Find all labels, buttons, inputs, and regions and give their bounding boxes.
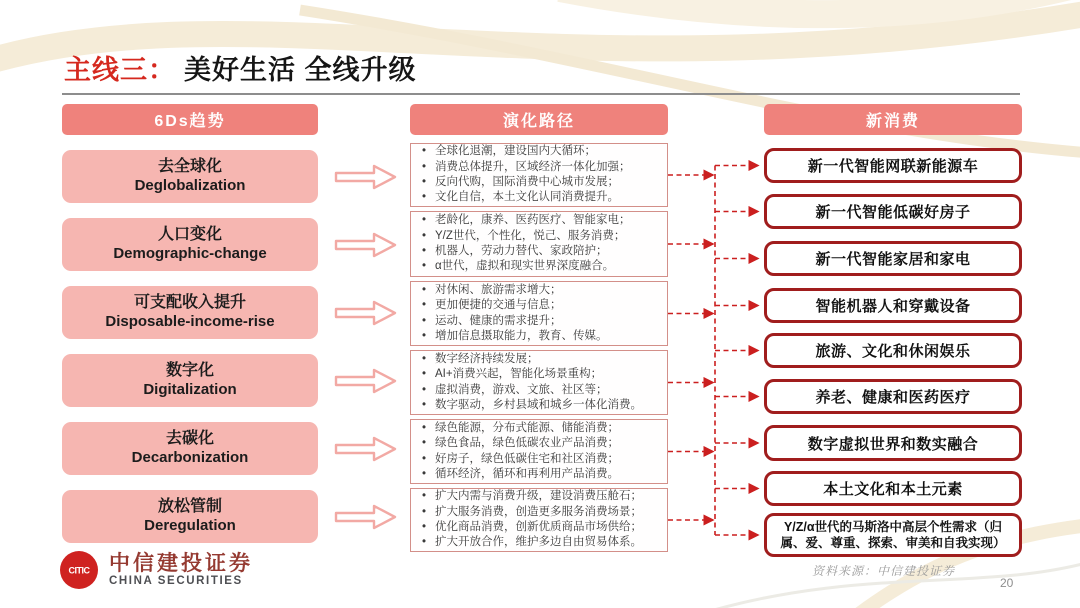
path-bullet: • 文化自信，本土文化认同消费提升。 (435, 190, 631, 205)
trend-box (62, 490, 318, 543)
right-block-arrow-icon (334, 367, 398, 395)
bullet-list (411, 283, 612, 344)
page-title (64, 48, 417, 87)
trend-label-en: Decarbonization (131, 449, 249, 467)
path-bullet: • 对休闲、旅游需求增大； (435, 283, 608, 298)
right-block-arrow-icon (334, 163, 398, 191)
trend-label-zh: 人口变化 (157, 226, 222, 244)
consumption-box: 旅游、文化和休闲娱乐 (764, 333, 1022, 368)
trend-label-en: Deregulation (144, 517, 236, 535)
consumption-box: 新一代智能家居和家电 (764, 241, 1022, 276)
source-note: 资料来源：中信建投证券 (812, 564, 956, 578)
trend-label-zh: 数字化 (165, 362, 214, 380)
trend-box (62, 422, 318, 475)
path-bullet: • 数字经济持续发展； (435, 352, 642, 367)
path-bullet: • 全球化退潮，建设国内大循环； (435, 144, 631, 159)
consumption-box: Y/Z/α世代的马斯洛中高层个性需求（归属、爱、尊重、探索、审美和自我实现） (764, 513, 1022, 557)
path-bullet: • 增加信息摄取能力，教育、传媒。 (435, 329, 608, 344)
bullet-list (411, 421, 623, 482)
path-bullet: • 绿色食品，绿色低碳农业产品消费； (435, 436, 619, 451)
evolution-path-box (410, 488, 668, 552)
trend-box (62, 218, 318, 271)
column-header-new-consumption: 新消费 (764, 104, 1022, 135)
path-bullet: • Y/Z世代，个性化，悦己、服务消费； (435, 229, 631, 244)
top-swoosh-curve-3 (560, 0, 1080, 14)
evolution-path-box (410, 211, 668, 277)
page-number: 20 (1000, 576, 1014, 590)
bullet-list (411, 352, 646, 413)
path-bullet: • 优化商品消费，创新优质商品市场供给； (435, 520, 642, 535)
consumption-box: 本土文化和本土元素 (764, 471, 1022, 506)
bullet-list (411, 489, 646, 550)
trend-label-zh: 去碳化 (165, 430, 214, 448)
trend-label-en: Digitalization (143, 381, 237, 399)
consumption-box: 数字虚拟世界和数实融合 (764, 425, 1022, 461)
right-block-arrow-icon (334, 503, 398, 531)
consumption-box: 新一代智能低碳好房子 (764, 194, 1022, 229)
path-bullet: • 循环经济，循环和再利用产品消费。 (435, 467, 619, 482)
consumption-box: 新一代智能网联新能源车 (764, 148, 1022, 183)
right-block-arrow-icon (334, 231, 398, 259)
path-bullet: • 好房子，绿色低碳住宅和社区消费； (435, 452, 619, 467)
evolution-path-box (410, 350, 668, 415)
path-bullet: • 机器人，劳动力替代、家政陪护； (435, 244, 631, 259)
path-bullet: • 更加便捷的交通与信息； (435, 298, 608, 313)
path-bullet: • 运动、健康的需求提升； (435, 314, 608, 329)
logo-chinese-name: 中信建投证券 (109, 551, 253, 576)
bullet-list (411, 213, 635, 274)
trend-label-zh: 可支配收入提升 (133, 294, 246, 312)
title-divider-line (62, 93, 1020, 95)
trend-box (62, 150, 318, 203)
path-bullet: • 数字驱动，乡村县域和城乡一体化消费。 (435, 398, 642, 413)
trend-label-zh: 去全球化 (157, 158, 222, 176)
path-bullet: • 老龄化，康养、医药医疗、智能家电； (435, 213, 631, 228)
trend-box (62, 286, 318, 339)
path-bullet: • 扩大服务消费，创造更多服务消费场景； (435, 505, 642, 520)
path-bullet: • 虚拟消费，游戏、文旅、社区等； (435, 383, 642, 398)
dashed-connector-lines (666, 135, 766, 555)
evolution-path-box (410, 419, 668, 484)
consumption-box: 智能机器人和穿戴设备 (764, 288, 1022, 323)
path-bullet: • AI+消费兴起，智能化场景重构； (435, 367, 642, 382)
title-main: 美好生活 全线升级 (184, 55, 417, 85)
right-block-arrow-icon (334, 435, 398, 463)
column-header-6ds-trends: 6Ds趋势 (62, 104, 318, 135)
logo-text (109, 551, 253, 588)
title-prefix: 主线三： (64, 55, 176, 85)
path-bullet: • 反向代购，国际消费中心城市发展； (435, 175, 631, 190)
trend-label-en: Deglobalization (134, 177, 246, 195)
path-bullet: • 扩大开放合作，维护多边自由贸易体系。 (435, 535, 642, 550)
right-block-arrow-icon (334, 299, 398, 327)
path-bullet: • 绿色能源，分布式能源、储能消费； (435, 421, 619, 436)
logo-english-name: CHINA SECURITIES (109, 575, 243, 588)
trend-label-zh: 放松管制 (157, 498, 222, 516)
column-header-evolution-path: 演化路径 (410, 104, 668, 135)
evolution-path-box (410, 281, 668, 346)
path-bullet: • α世代，虚拟和现实世界深度融合。 (435, 259, 631, 274)
citic-logo-icon (58, 549, 100, 591)
trend-label-en: Demographic-change (113, 245, 267, 263)
svg-text:CITIC: CITIC (68, 565, 90, 576)
company-logo (58, 549, 253, 591)
evolution-path-box (410, 143, 668, 207)
path-bullet: • 消费总体提升，区域经济一体化加强； (435, 160, 631, 175)
trend-box (62, 354, 318, 407)
path-bullet: • 扩大内需与消费升级，建设消费压舱石； (435, 489, 642, 504)
consumption-box: 养老、健康和医药医疗 (764, 379, 1022, 414)
trend-label-en: Disposable-income-rise (105, 313, 275, 331)
bullet-list (411, 144, 635, 205)
